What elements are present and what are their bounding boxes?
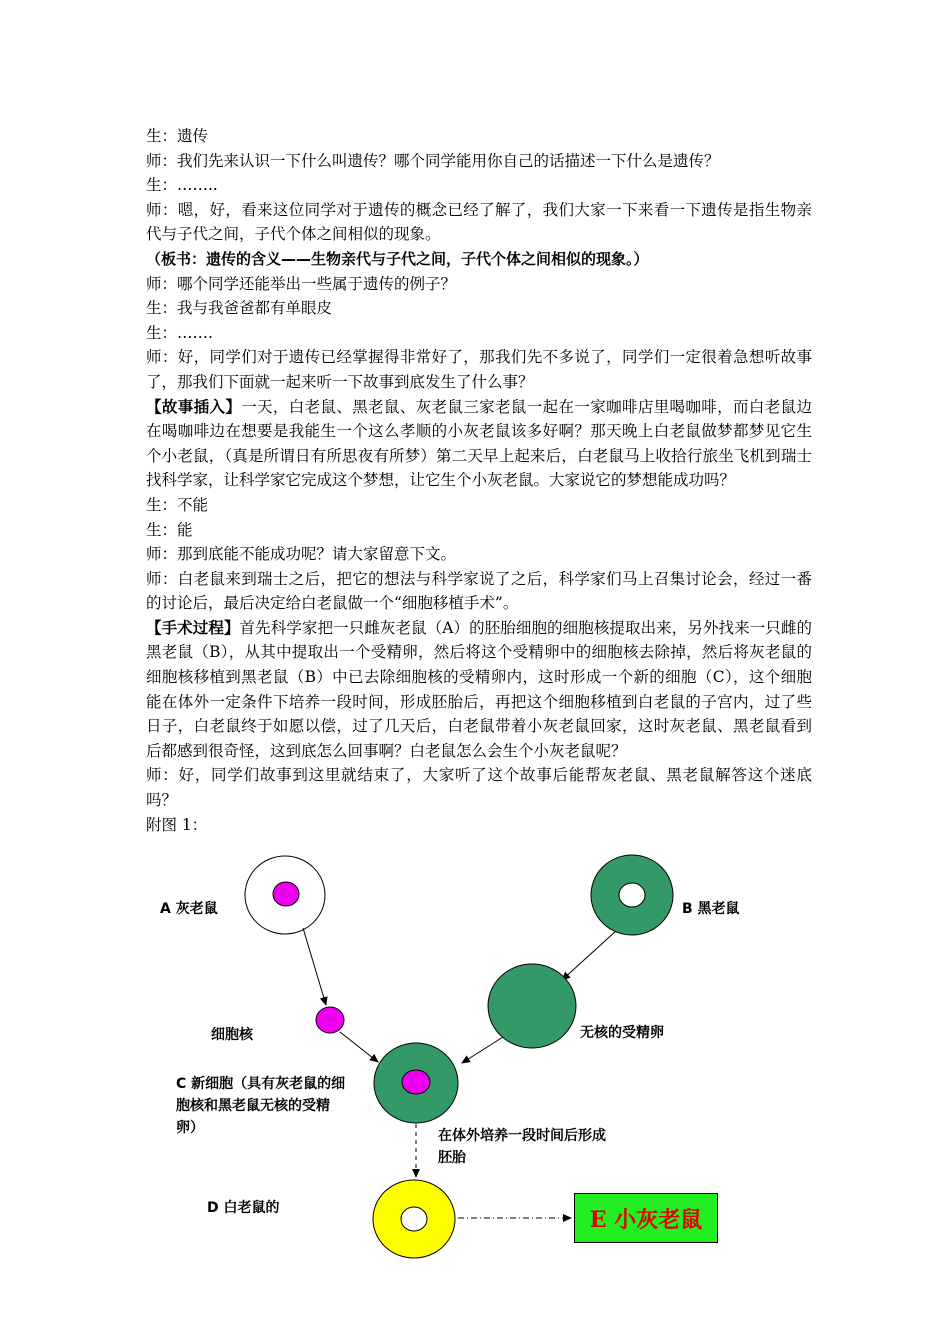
label-a: A 灰老鼠 (160, 901, 218, 917)
cell-d-embryo (401, 1207, 427, 1231)
cell-b-nucleus (619, 883, 645, 907)
dialogue-line: 师：我们先来认识一下什么叫遗传？哪个同学能用你自己的话描述一下什么是遗传？ (146, 151, 720, 170)
surgery-body: 首先科学家把一只雌灰老鼠（A）的胚胎细胞的细胞核提取出来，另外找来一只雌的黑老鼠（B），从其中提取出一个受精卵，然后将这个受精卵中的细胞核去除掉，然后将灰老鼠的细胞核移植到黑老鼠（B）中已去除细胞核的受精卵内，这时形成一个新的细胞（C），这个细胞能在体外一定条件下培养一段时间，形成胚胎后，再把这个细胞移植到白老鼠的子宫内，过了些日子，白老鼠终于如愿以偿，过了几天后，白老鼠带着小灰老鼠回家，这时灰老鼠、黑老鼠看到后都感到很奇怪，这到底怎么回事啊？白老鼠怎么会生个小灰老鼠呢？ (146, 618, 812, 760)
arrow-a-to-nucleus (303, 928, 326, 1005)
label-culture: 在体外培养一段时间后形成胚胎 (438, 1128, 606, 1166)
dialogue-line: 生：我与我爸爸都有单眼皮 (146, 299, 333, 318)
new-cell-c-nucleus (402, 1070, 430, 1094)
label-b: B 黑老鼠 (682, 901, 740, 917)
arrow-b-to-egg (562, 931, 616, 980)
teacher-paragraph: 师：好，同学们对于遗传已经掌握得非常好了，那我们先不多说了，同学们一定很着急想听故事了，那我们下面就一起来听一下故事到底发生了什么事？ (146, 348, 812, 391)
teacher-paragraph: 师：白老鼠来到瑞士之后，把它的想法与科学家说了之后，科学家们马上召集讨论会，经过一番的讨论后，最后决定给白老鼠做一个“细胞移植手术”。 (146, 569, 812, 613)
teacher-paragraph: 师：嗯，好，看来这位同学对于遗传的概念已经了解了，我们大家一下来看一下遗传是指生物亲代与子代之间，子代个体之间相似的现象。 (146, 200, 812, 244)
dialogue-line: 师：哪个同学还能举出一些属于遗传的例子？ (146, 274, 457, 293)
label-d: D 白老鼠的 (207, 1200, 280, 1216)
figure-caption: 附图 1： (146, 815, 208, 834)
enucleated-egg (488, 964, 576, 1048)
label-nucleus: 细胞核 (211, 1027, 253, 1043)
extracted-nucleus (316, 1007, 344, 1033)
result-box-e: E 小灰老鼠 (574, 1193, 718, 1243)
story-lead: 【故事插入】 (146, 397, 242, 416)
surgery-lead: 【手术过程】 (146, 618, 240, 637)
dialogue-line: 生：…….. (146, 176, 218, 195)
story-body: 一天，白老鼠、黑老鼠、灰老鼠三家老鼠一起在一家咖啡店里喝咖啡，而白老鼠边在喝咖啡边在想要是我能生一个这么孝顺的小灰老鼠该多好啊？那天晚上白老鼠做梦都梦见它生个小老鼠，（真是所谓日有所思夜有所梦）第二天早上起来后，白老鼠马上收拾行旅坐飞机到瑞士找科学家，让科学家它完成这个梦想，让它生个小灰老鼠。大家说它的梦想能成功吗？ (146, 397, 812, 490)
dialogue-line: 生：不能 (146, 495, 209, 514)
label-c: C 新细胞（具有灰老鼠的细胞核和黑老鼠无核的受精卵） (176, 1076, 346, 1136)
dialogue-line: 师：那到底能不能成功呢？请大家留意下文。 (146, 545, 457, 564)
teacher-paragraph: 师：好，同学们故事到这里就结束了，大家听了这个故事后能帮灰老鼠、黑老鼠解答这个迷底吗？ (146, 766, 812, 810)
dialogue-line: 生：……. (146, 323, 213, 342)
dialogue-line: 生：遗传 (146, 127, 209, 145)
cell-a-nucleus (273, 882, 299, 906)
arrow-egg-to-c (462, 1037, 503, 1063)
dialogue-line: 生：能 (146, 520, 193, 539)
label-egg: 无核的受精卵 (580, 1025, 664, 1041)
board-note: （板书：遗传的含义——生物亲代与子代之间，子代个体之间相似的现象。） (146, 249, 649, 268)
arrow-nucleus-to-c (340, 1032, 378, 1062)
